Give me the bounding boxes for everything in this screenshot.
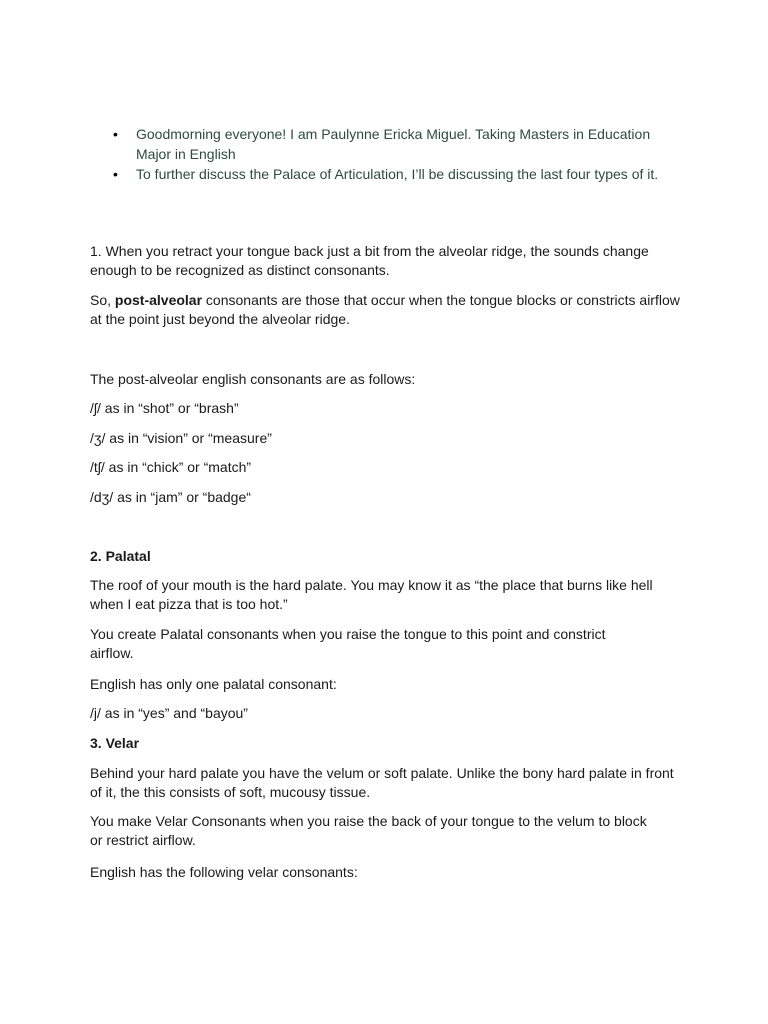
velar-paragraph: You make Velar Consonants when you raise the back of your tongue to the velum to block or restrict airflow. (90, 813, 647, 848)
velar-heading: 3. Velar (90, 735, 140, 751)
palatal-heading: 2. Palatal (90, 548, 151, 564)
definition-prefix: So, (90, 292, 115, 308)
palatal-paragraph: English has only one palatal consonant: (90, 676, 337, 692)
palatal-example: /j/ as in “yes” and “bayou” (90, 705, 248, 721)
definition-rest: consonants are those that occur when the tongue blocks or constricts airflow at the point just beyond the alveolar ridge. (90, 292, 680, 327)
bullet-icon: • (113, 126, 118, 142)
intro-bullet-list (113, 124, 676, 184)
velar-paragraph: Behind your hard palate you have the velum or soft palate. Unlike the bony hard palate in front of it, the this consists of soft, mucousy tissue. (90, 765, 674, 800)
post-alveolar-example: /tʃ/ as in “chick” or “match” (90, 459, 252, 475)
post-alveolar-example: /ʒ/ as in “vision” or “measure” (90, 430, 272, 446)
post-alveolar-example: /ʃ/ as in “shot” or “brash” (90, 400, 239, 416)
post-alveolar-definition (90, 291, 690, 329)
intro-bullet-item (113, 164, 676, 184)
definition-term: post-alveolar (114, 292, 203, 308)
velar-paragraph: English has the following velar consonants: (90, 864, 358, 880)
palatal-paragraph: You create Palatal consonants when you raise the tongue to this point and constrict airflow. (90, 626, 606, 661)
intro-bullet-text: Goodmorning everyone! I am Paulynne Ericka Miguel. Taking Masters in Education Major in English (136, 126, 651, 162)
intro-bullet-text: To further discuss the Palace of Articulation, I’ll be discussing the last four types of it. (136, 166, 659, 182)
post-alveolar-intro: 1. When you retract your tongue back just a bit from the alveolar ridge, the sounds change enough to be recognized as distinct consonants. (90, 243, 649, 278)
bullet-icon: • (113, 166, 118, 182)
palatal-paragraph: The roof of your mouth is the hard palate. You may know it as “the place that burns like hell when I eat pizza that is too hot.” (90, 577, 653, 612)
post-alveolar-list-intro: The post-alveolar english consonants are as follows: (90, 371, 416, 387)
intro-bullet-item (113, 124, 676, 164)
post-alveolar-example: /dʒ/ as in “jam” or “badge“ (90, 489, 251, 505)
